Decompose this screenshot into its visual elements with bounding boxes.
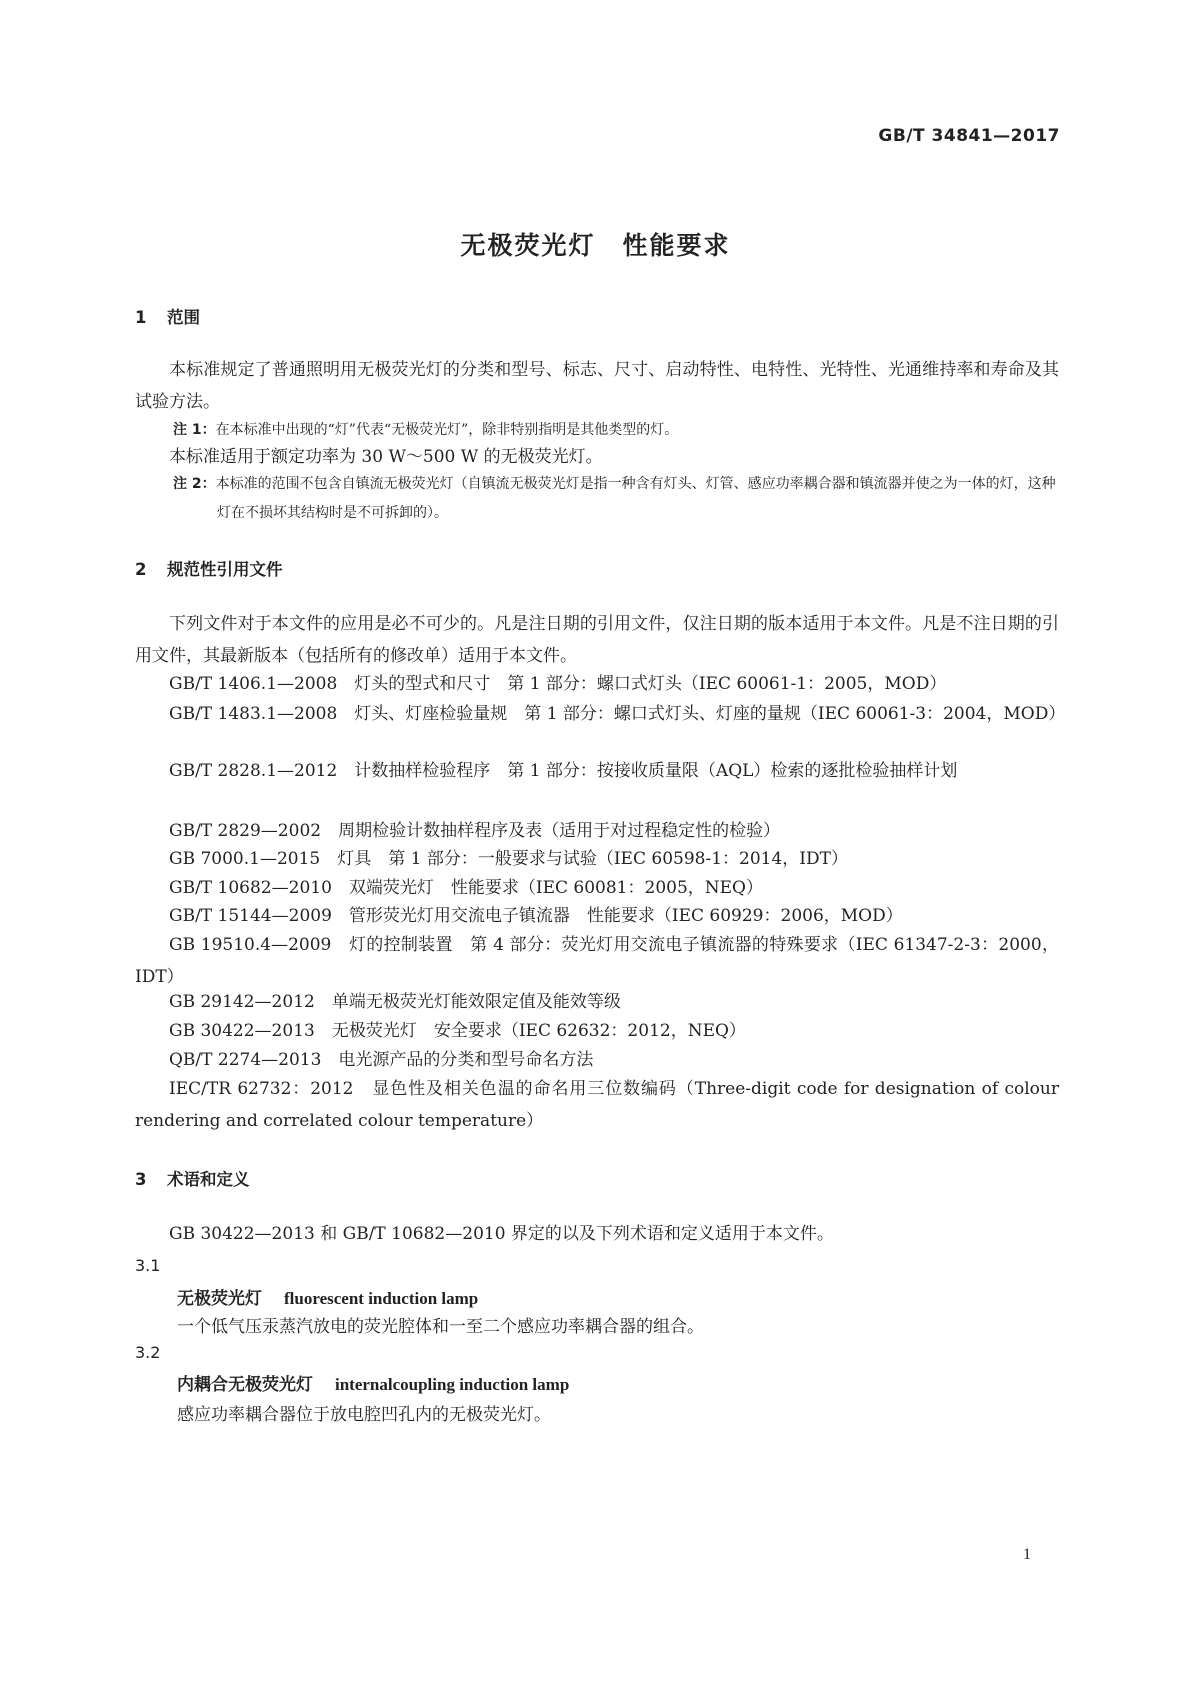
note-2 — [173, 470, 1059, 528]
reference-item: GB/T 1406.1—2008 灯头的型式和尺寸 第 1 部分：螺口式灯头（IEC 60061-1：2005，MOD） — [169, 674, 947, 694]
reference-item: GB/T 15144—2009 管形荧光灯用交流电子镇流器 性能要求（IEC 60929：2006，MOD） — [169, 906, 903, 926]
section-number: 2 — [135, 560, 147, 579]
reference-item: GB 30422—2013 无极荧光灯 安全要求（IEC 62632：2012，NEQ） — [169, 1021, 746, 1041]
section-title: 术语和定义 — [167, 1170, 250, 1189]
reference-item: GB/T 1483.1—2008 灯头、灯座检验量规 第 1 部分：螺口式灯头、灯座的量规（IEC 60061-3：2004，MOD） — [169, 704, 1066, 724]
reference-item: GB/T 2829—2002 周期检验计数抽样程序及表（适用于对过程稳定性的检验） — [169, 821, 781, 841]
scope-paragraph: 本标准规定了普通照明用无极荧光灯的分类和型号、标志、尺寸、启动特性、电特性、光特性、光通维持率和寿命及其试验方法。 — [135, 360, 1059, 412]
reference-item: GB 19510.4—2009 灯的控制装置 第 4 部分：荧光灯用交流电子镇流器的特殊要求（IEC 61347-2-3：2000，IDT） — [135, 935, 1059, 987]
normative-intro: 下列文件对于本文件的应用是必不可少的。凡是注日期的引用文件，仅注日期的版本适用于本文件。凡是不注日期的引用文件，其最新版本（包括所有的修改单）适用于本文件。 — [135, 614, 1059, 666]
page-number: 1 — [1023, 1546, 1031, 1563]
section-2-heading — [135, 556, 283, 580]
section-title: 范围 — [167, 308, 200, 327]
scope-applicability: 本标准适用于额定功率为 30 W～500 W 的无极荧光灯。 — [169, 447, 603, 467]
section-number: 3 — [135, 1170, 147, 1189]
note-text: 本标准的范围不包含自镇流无极荧光灯（自镇流无极荧光灯是指一种含有灯头、灯管、感应功率耦合器和镇流器并使之为一体的灯，这种灯在不损坏其结构时是不可拆卸的）。 — [215, 476, 1056, 521]
note-label: 注 1： — [173, 422, 216, 438]
reference-item: GB 7000.1—2015 灯具 第 1 部分：一般要求与试验（IEC 60598-1：2014，IDT） — [169, 849, 848, 869]
document-title: 无极荧光灯 性能要求 — [460, 231, 731, 260]
reference-item: GB/T 10682—2010 双端荧光灯 性能要求（IEC 60081：2005，NEQ） — [169, 878, 763, 898]
section-number: 1 — [135, 308, 147, 327]
terms-intro: GB 30422—2013 和 GB/T 10682—2010 界定的以及下列术语和定义适用于本文件。 — [169, 1224, 834, 1244]
section-title: 规范性引用文件 — [167, 560, 283, 579]
reference-item: QB/T 2274—2013 电光源产品的分类和型号命名方法 — [169, 1050, 594, 1070]
term-heading — [177, 1284, 478, 1309]
term-english: internalcoupling induction lamp — [335, 1375, 570, 1394]
term-heading — [177, 1370, 569, 1395]
term-definition: 一个低气压汞蒸汽放电的荧光腔体和一至二个感应功率耦合器的组合。 — [177, 1317, 704, 1337]
term-number: 3.2 — [135, 1343, 161, 1362]
term-chinese: 无极荧光灯 — [177, 1289, 262, 1309]
note-1 — [173, 416, 1059, 445]
section-1-heading — [135, 304, 200, 328]
reference-item: GB/T 2828.1—2012 计数抽样检验程序 第 1 部分：按接收质量限（AQL）检索的逐批检验抽样计划 — [169, 761, 958, 781]
section-3-heading — [135, 1166, 250, 1190]
term-chinese: 内耦合无极荧光灯 — [177, 1375, 313, 1395]
term-english: fluorescent induction lamp — [284, 1289, 479, 1308]
standard-number: GB/T 34841—2017 — [878, 126, 1060, 146]
term-number: 3.1 — [135, 1256, 161, 1275]
term-definition: 感应功率耦合器位于放电腔凹孔内的无极荧光灯。 — [177, 1405, 551, 1425]
note-label: 注 2： — [173, 476, 216, 492]
reference-item: GB 29142—2012 单端无极荧光灯能效限定值及能效等级 — [169, 992, 621, 1012]
reference-item: IEC/TR 62732：2012 显色性及相关色温的命名用三位数编码（Three-digit code for designation of colour rendering and correlated colour temperature） — [135, 1079, 1059, 1131]
note-text: 在本标准中出现的“灯”代表“无极荧光灯”，除非特别指明是其他类型的灯。 — [215, 422, 679, 438]
